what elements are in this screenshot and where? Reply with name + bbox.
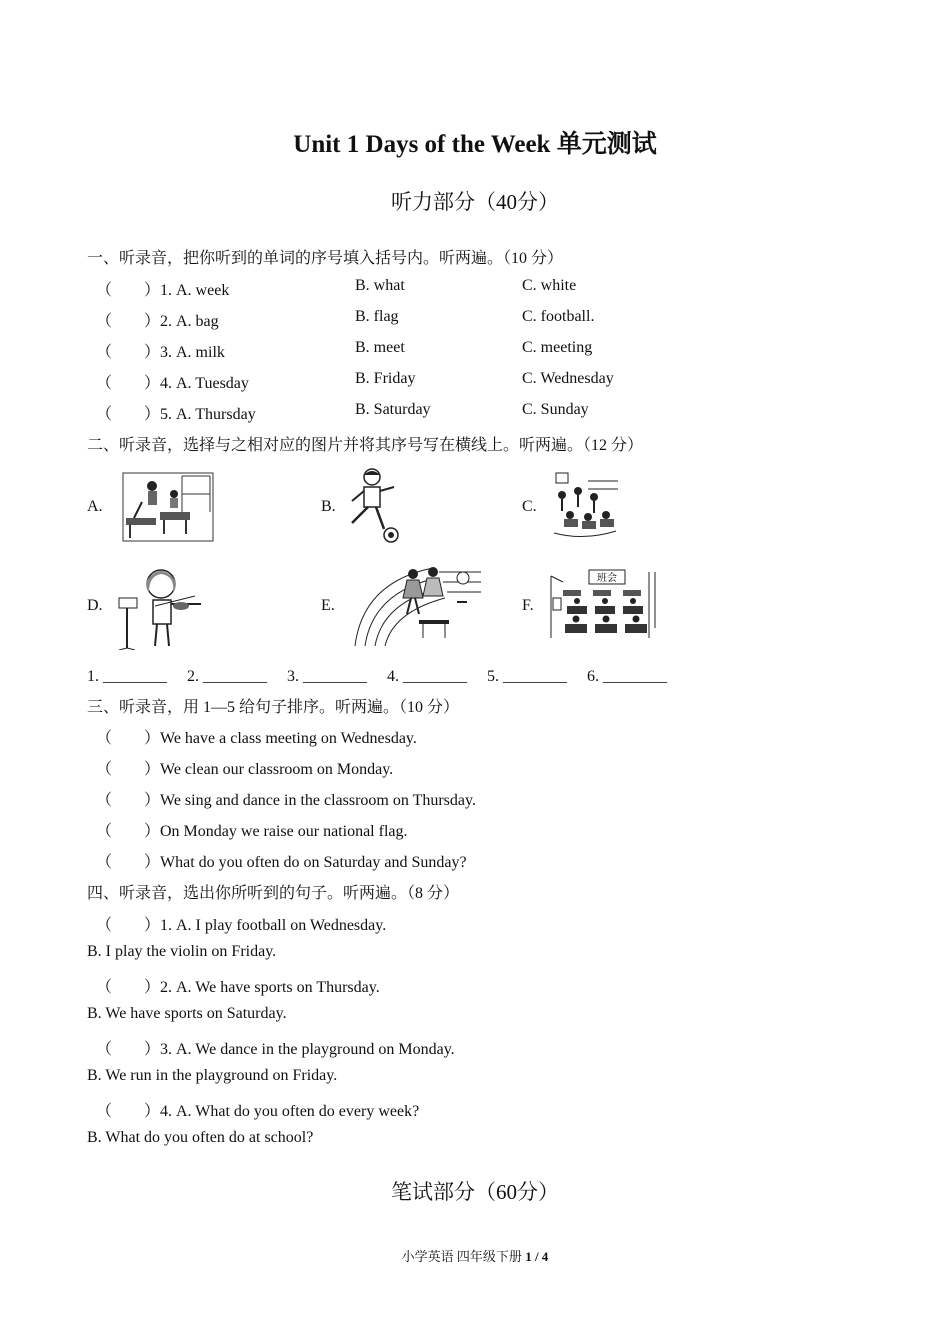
s1-row5-c: C. Sunday [522, 401, 589, 418]
section2-heading: 二、听录音，选择与之相对应的图片并将其序号写在横线上。听两遍。（12 分） [87, 437, 644, 454]
picture-playing-violin [115, 566, 207, 650]
s3-item3: （ ）We sing and dance in the classroom on Thursday. [96, 792, 476, 809]
s1-row5-b: B. Saturday [355, 401, 431, 418]
picture-label-e: E. [321, 597, 335, 614]
s1-row1-b: B. what [355, 277, 405, 294]
writing-section-header: 笔试部分（60分） [391, 1180, 559, 1204]
page-title: Unit 1 Days of the Week 单元测试 [293, 131, 657, 158]
picture-sports-track [353, 562, 483, 646]
s1-row3-a: （ ）3. A. milk [96, 344, 225, 361]
s1-row5-a: （ ）5. A. Thursday [96, 406, 256, 423]
s3-item1: （ ）We have a class meeting on Wednesday. [96, 730, 417, 747]
s4-q4-b: B. What do you often do at school? [87, 1129, 314, 1146]
s1-row2-b: B. flag [355, 308, 399, 325]
s3-item2: （ ）We clean our classroom on Monday. [96, 761, 394, 778]
class-meeting-sign: 班会 [597, 573, 617, 584]
s1-row1-c: C. white [522, 277, 577, 294]
page-number: 1 / 4 [525, 1249, 549, 1264]
s4-q2-b: B. We have sports on Saturday. [87, 1005, 287, 1022]
footer-text: 小学英语 四年级下册 [401, 1249, 522, 1264]
picture-label-a: A. [87, 498, 103, 515]
picture-label-f: F. [522, 597, 534, 614]
s1-row1-a: （ ）1. A. week [96, 282, 230, 299]
s1-row4-c: C. Wednesday [522, 370, 614, 387]
picture-label-c: C. [522, 498, 537, 515]
section3-heading: 三、听录音，用 1—5 给句子排序。听两遍。（10 分） [87, 699, 460, 716]
section2-answer-blanks: 1. ________ 2. ________ 3. ________ 4. ________ 5. ________ 6. ________ [87, 668, 667, 685]
s4-q2-a: （ ）2. A. We have sports on Thursday. [96, 979, 380, 996]
section1-heading: 一、听录音，把你听到的单词的序号填入括号内。听两遍。（10 分） [87, 250, 564, 267]
s3-item5: （ ）What do you often do on Saturday and Sunday? [96, 854, 467, 871]
s4-q1-b: B. I play the violin on Friday. [87, 943, 277, 960]
s1-row2-a: （ ）2. A. bag [96, 313, 219, 330]
s3-item4: （ ）On Monday we raise our national flag. [96, 823, 408, 840]
section4-heading: 四、听录音，选出你所听到的句子。听两遍。（8 分） [87, 885, 460, 902]
picture-label-d: D. [87, 597, 103, 614]
s1-row2-c: C. football. [522, 308, 595, 325]
picture-class-meeting [549, 568, 659, 644]
s4-q3-a: （ ）3. A. We dance in the playground on Monday. [96, 1041, 455, 1058]
s1-row3-b: B. meet [355, 339, 405, 356]
s4-q4-a: （ ）4. A. What do you often do every week? [96, 1103, 420, 1120]
picture-cleaning-classroom [122, 472, 214, 542]
s4-q3-b: B. We run in the playground on Friday. [87, 1067, 338, 1084]
picture-singing-dancing [548, 471, 620, 541]
picture-playing-football [344, 467, 404, 545]
listening-section-header: 听力部分（40分） [391, 190, 559, 214]
s4-q1-a: （ ）1. A. I play football on Wednesday. [96, 917, 387, 934]
picture-label-b: B. [321, 498, 336, 515]
s1-row4-a: （ ）4. A. Tuesday [96, 375, 249, 392]
s1-row3-c: C. meeting [522, 339, 593, 356]
page-footer [0, 1246, 950, 1265]
s1-row4-b: B. Friday [355, 370, 416, 387]
